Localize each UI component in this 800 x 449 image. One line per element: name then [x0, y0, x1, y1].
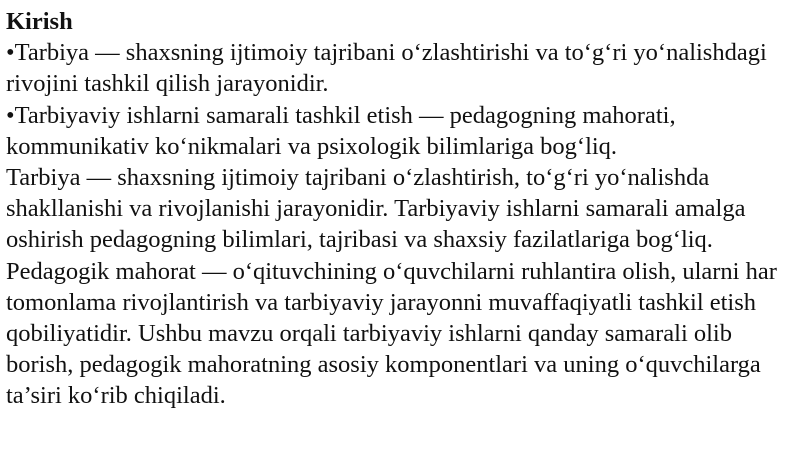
document-page: [6, 6, 796, 412]
bullet-item: [6, 37, 796, 99]
bullet-item: [6, 100, 796, 162]
body-paragraph: Pedagogik mahorat — o‘qituvchining o‘quvchilarni ruhlantira olish, ularni har tomonlama rivojlantirish va tarbiyaviy jarayonni muvaffaqiyatli tashkil etish qobiliyatidir. Ushbu mavzu orqali tarbiyaviy ishlarni qanday samarali olib borish, pedagogik mahoratning asosiy komponentlari va uning o‘quvchilarga ta’siri ko‘rib chiqiladi.: [6, 257, 777, 410]
body-paragraph: Tarbiya — shaxsning ijtimoiy tajribani o‘zlashtirish, to‘g‘ri yo‘nalishda shakllanishi va rivojlanishi jarayonidir. Tarbiyaviy ishlarni samarali amalga oshirish pedagogning bilimlari, tajribasi va shaxsiy fazilatlariga bog‘liq.: [6, 164, 746, 254]
bullet-text: Tarbiya — shaxsning ijtimoiy tajribani o‘zlashtirishi va to‘g‘ri yo‘nalishdagi rivojini tashkil qilish jarayonidir.: [6, 39, 767, 98]
bullet-text: Tarbiyaviy ishlarni samarali tashkil etish — pedagogning mahorati, kommunikativ ko‘nikmalari va psixologik bilimlariga bog‘liq.: [6, 101, 676, 160]
section-heading: Kirish: [6, 8, 73, 35]
